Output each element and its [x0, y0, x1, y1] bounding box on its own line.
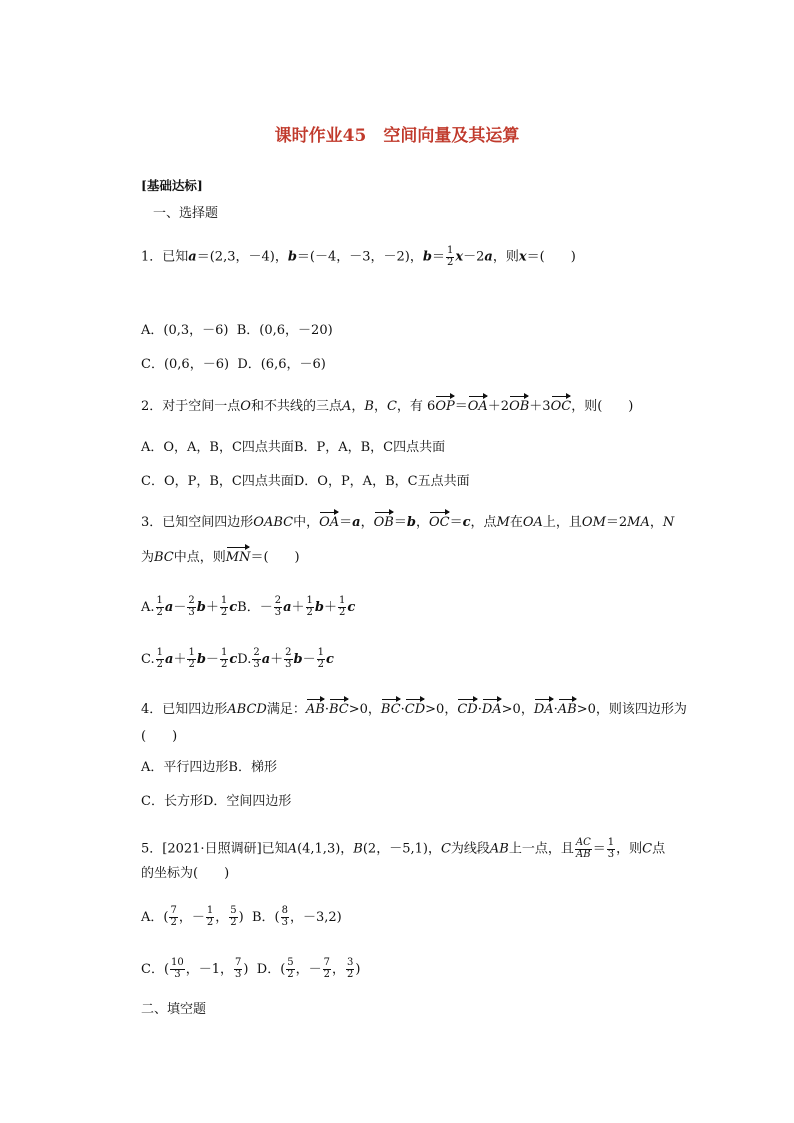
q1-option-b: B．(0,6，－20) — [236, 323, 333, 338]
part-one-heading: 一、选择题 — [153, 206, 219, 221]
q4-option-d: D．空间四边形 — [202, 794, 292, 809]
q4-option-b: B．梯形 — [228, 760, 277, 775]
q4-options-row-1 — [141, 760, 277, 776]
q2-options-row-1 — [141, 440, 445, 456]
q1-option-c: C．(0,6，－6) — [141, 357, 230, 372]
q1-options-row-2 — [141, 357, 326, 373]
part-two-heading: 二、填空题 — [141, 1002, 207, 1017]
question-5-line-1: 5．[2021·日照调研]已知A(4,1,3)，B(2，－5,1)，C为线段AB上一点，且 $\frac{AC}{AB}$ ＝ $\frac{1}{3}$ ，则C点 — [141, 837, 666, 860]
question-2: 2．对于空间一点O和不共线的三点A，B，C，有 6OP＝OA＋2OB＋3OC，则( ) — [141, 399, 634, 414]
q3-options-row-2 — [141, 648, 334, 670]
question-3-line-2: 为BC中点，则MN＝( ) — [141, 550, 300, 565]
q3-option-c: C. $\frac{1}{2}$ a＋ $\frac{1}{2}$ b－ $\frac{1}{2}$ c — [141, 647, 238, 670]
q5-option-b: B．( $\frac{8}{3}$ ，－3,2) — [251, 905, 342, 928]
q1-option-d: D．(6,6，－6) — [237, 357, 326, 372]
q2-option-d: D．O，P，A，B，C五点共面 — [293, 474, 470, 489]
question-4-line-1: 4．已知四边形ABCD满足：AB·BC>0，BC·CD>0，CD·DA>0，DA·AB>0，则该四边形为 — [141, 702, 687, 717]
q5-options-row-2 — [141, 958, 361, 980]
q3-options-row-1 — [141, 596, 355, 618]
page-title: 课时作业45 空间向量及其运算 — [274, 126, 520, 146]
q4-options-row-2 — [141, 794, 291, 810]
q2-option-c: C．O，P，B，C四点共面 — [141, 474, 294, 489]
q1-option-a: A．(0,3，－6) — [141, 323, 229, 338]
q2-option-b: B．P，A，B，C四点共面 — [293, 440, 446, 455]
q2-options-row-2 — [141, 474, 470, 490]
q5-option-a: A．( $\frac{7}{2}$ ，－ $\frac{1}{2}$ ， $\frac{5}{2}$ ) — [141, 905, 244, 928]
q4-option-c: C．长方形 — [141, 794, 203, 809]
question-3-line-1: 3．已知空间四边形OABC中，OA＝a，OB＝b，OC＝c，点M在OA上，且OM＝2MA，N — [141, 515, 675, 530]
q4-option-a: A．平行四边形 — [141, 760, 229, 775]
question-1: 1．已知a＝(2,3，－4)，b＝(－4，－3，－2)，b＝ $\frac{1}{2}$ x－2a，则x＝( ) — [141, 245, 576, 268]
q2-option-a: A．O，A，B，C四点共面 — [141, 440, 294, 455]
q3-option-b: B．－ $\frac{2}{3}$ a＋ $\frac{1}{2}$ b＋ $\frac{1}{2}$ c — [237, 595, 356, 618]
question-5-line-2: 的坐标为( ) — [141, 866, 230, 881]
q5-options-row-1 — [141, 906, 342, 928]
q5-option-c: C．( $\frac{10}{3}$ ，－1， $\frac{7}{3}$ ) — [141, 957, 249, 980]
question-4-line-2: ( ) — [141, 729, 178, 744]
section-basic-label: [基础达标] — [141, 178, 203, 193]
q3-option-a: A. $\frac{1}{2}$ a－ $\frac{2}{3}$ b＋ $\frac{1}{2}$ c — [141, 595, 238, 618]
q1-options-row-1 — [141, 323, 333, 339]
q5-option-d: D．( $\frac{5}{2}$ ，－ $\frac{7}{2}$ ， $\frac{3}{2}$ ) — [256, 957, 361, 980]
q3-option-d: D. $\frac{2}{3}$ a＋ $\frac{2}{3}$ b－ $\frac{1}{2}$ c — [237, 647, 334, 670]
